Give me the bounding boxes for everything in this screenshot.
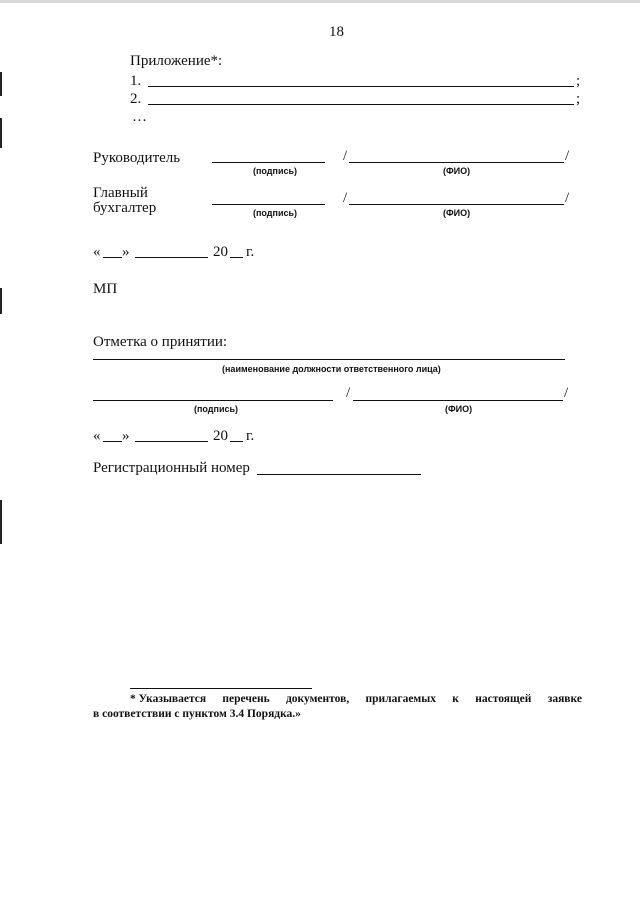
appendix-ellipsis: …: [132, 109, 147, 125]
head-name-caption: (ФИО): [443, 166, 471, 176]
head-signature-caption: (подпись): [253, 166, 298, 176]
accountant-label-line-2: бухгалтер: [93, 200, 157, 216]
date-1-month-line[interactable]: [135, 257, 208, 258]
acceptance-signature-caption: (подпись): [194, 404, 239, 414]
footnote-line-1: [130, 692, 582, 707]
head-slash-close: /: [565, 148, 570, 164]
footnote-line-2: в соответствии с пунктом 3.4 Порядка.»: [93, 708, 301, 720]
footnote-word: прилагаемых: [365, 693, 436, 705]
appendix-title: Приложение*:: [130, 53, 223, 69]
footnote-word: * Указывается: [130, 693, 207, 705]
appendix-item-2-end: ;: [576, 91, 581, 107]
footnote-word: перечень: [222, 693, 270, 705]
head-signature-line[interactable]: [212, 162, 325, 163]
accountant-name-caption: (ФИО): [443, 208, 471, 218]
accountant-label-line-1: Главный: [93, 185, 148, 201]
registration-number-line[interactable]: [257, 474, 421, 475]
registration-label: Регистрационный номер: [93, 460, 250, 476]
date-1-close-quote: »: [122, 244, 130, 260]
footnote-word: документов,: [285, 693, 350, 705]
footnote-separator: [130, 688, 312, 689]
accountant-slash-close: /: [565, 190, 570, 206]
appendix-item-1-end: ;: [576, 73, 581, 89]
acceptance-slash-close: /: [564, 385, 569, 401]
acceptance-position-line[interactable]: [93, 359, 565, 360]
date-1-year-prefix: 20: [213, 244, 228, 260]
appendix-item-2-line[interactable]: [148, 104, 574, 105]
accountant-signature-line[interactable]: [212, 204, 325, 205]
head-slash-open: /: [343, 148, 348, 164]
date-2-day-line[interactable]: [103, 441, 122, 442]
acceptance-signature-line[interactable]: [93, 400, 333, 401]
head-name-line[interactable]: [349, 162, 564, 163]
date-2-month-line[interactable]: [135, 441, 208, 442]
footnote-word: настоящей: [475, 693, 532, 705]
page-number: 18: [329, 24, 344, 40]
date-2-year-prefix: 20: [213, 428, 228, 444]
footnote-word: к: [452, 693, 459, 705]
acceptance-slash-open: /: [346, 385, 351, 401]
stamp-mark: МП: [93, 281, 118, 297]
date-2-year-line[interactable]: [230, 441, 243, 442]
date-2-year-suffix: г.: [246, 428, 255, 444]
appendix-item-1-line[interactable]: [148, 86, 574, 87]
accountant-name-line[interactable]: [349, 204, 564, 205]
acceptance-name-caption: (ФИО): [445, 404, 473, 414]
head-label: Руководитель: [93, 150, 181, 166]
scan-left-mark: [0, 72, 2, 96]
acceptance-title: Отметка о принятии:: [93, 334, 228, 350]
appendix-item-2-number: 2.: [130, 91, 142, 107]
date-1-open-quote: «: [93, 244, 101, 260]
date-2-open-quote: «: [93, 428, 101, 444]
scan-top-edge: [0, 0, 640, 3]
scan-left-mark: [0, 118, 2, 148]
date-1-day-line[interactable]: [103, 257, 122, 258]
footnote-word: заявке: [547, 693, 582, 705]
scan-left-mark: [0, 288, 2, 314]
date-1-year-suffix: г.: [246, 244, 255, 260]
acceptance-name-line[interactable]: [353, 400, 563, 401]
accountant-slash-open: /: [343, 190, 348, 206]
acceptance-position-caption: (наименование должности ответственного лица): [222, 364, 441, 374]
accountant-signature-caption: (подпись): [253, 208, 298, 218]
appendix-item-1-number: 1.: [130, 73, 142, 89]
date-2-close-quote: »: [122, 428, 130, 444]
scan-left-mark: [0, 500, 2, 544]
date-1-year-line[interactable]: [230, 257, 243, 258]
